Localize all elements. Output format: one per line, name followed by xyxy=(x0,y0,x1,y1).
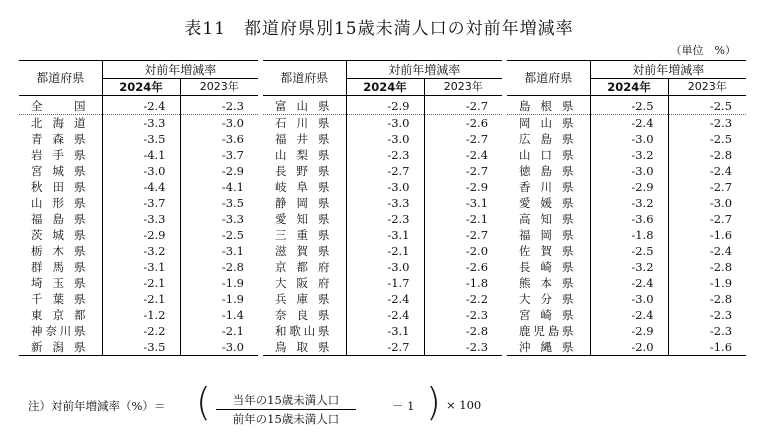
table-row xyxy=(19,96,746,115)
value-2024: -3.1 xyxy=(346,227,424,243)
value-2024: -2.4 xyxy=(590,115,668,132)
close-paren: ) xyxy=(426,380,441,424)
prefecture-name: 宮崎県 xyxy=(519,308,574,322)
value-2024: -2.0 xyxy=(590,339,668,356)
prefecture-name: 滋賀県 xyxy=(275,244,330,258)
prefecture-name: 大阪府 xyxy=(275,276,330,290)
table-row xyxy=(19,307,746,323)
value-2023: -1.4 xyxy=(180,307,258,323)
prefecture-name: 長野県 xyxy=(275,164,330,178)
value-2024: -3.1 xyxy=(346,323,424,339)
header-2023: 2023年 xyxy=(424,79,502,96)
value-2024: -3.0 xyxy=(590,131,668,147)
value-2024: -3.0 xyxy=(102,163,180,179)
value-2023: -2.6 xyxy=(424,259,502,275)
value-2024: -3.0 xyxy=(346,115,424,132)
header-prefecture: 都道府県 xyxy=(507,61,590,96)
value-2023: -4.1 xyxy=(180,179,258,195)
value-2024: -3.0 xyxy=(346,131,424,147)
prefecture-name: 香川県 xyxy=(519,180,574,194)
value-2023: -2.7 xyxy=(424,96,502,115)
value-2023: -2.5 xyxy=(668,131,746,147)
header-2024: 2024年 xyxy=(102,79,180,96)
value-2023: -2.3 xyxy=(424,307,502,323)
value-2023: -2.7 xyxy=(668,211,746,227)
value-2023: -1.6 xyxy=(668,339,746,356)
table-row xyxy=(19,179,746,195)
value-2024: -3.3 xyxy=(102,115,180,132)
value-2024: -2.1 xyxy=(346,243,424,259)
page-title: 表11 都道府県別15歳未満人口の対前年増減率 xyxy=(184,19,574,39)
value-2024: -2.7 xyxy=(346,163,424,179)
value-2023: -3.0 xyxy=(180,339,258,356)
value-2023: -2.6 xyxy=(424,115,502,132)
value-2023: -2.8 xyxy=(424,323,502,339)
table-row xyxy=(19,227,746,243)
header-growth-rate: 対前年増減率 xyxy=(102,61,258,79)
value-2024: -4.4 xyxy=(102,179,180,195)
value-2024: -3.2 xyxy=(590,259,668,275)
header-2024: 2024年 xyxy=(590,79,668,96)
prefecture-name: 青森県 xyxy=(31,132,86,146)
prefecture-name: 全国 xyxy=(19,96,102,115)
value-2024: -2.4 xyxy=(346,307,424,323)
value-2023: -1.9 xyxy=(668,275,746,291)
value-2023: -2.4 xyxy=(424,147,502,163)
growth-rate-table xyxy=(19,60,746,356)
prefecture-name: 三重県 xyxy=(275,228,330,242)
unit-label: （単位 %） xyxy=(670,44,736,57)
prefecture-name: 佐賀県 xyxy=(519,244,574,258)
prefecture-name: 愛知県 xyxy=(275,212,330,226)
value-2023: -3.5 xyxy=(180,195,258,211)
value-2023: -1.9 xyxy=(180,275,258,291)
prefecture-name: 宮城県 xyxy=(31,164,86,178)
value-2023: -2.8 xyxy=(180,259,258,275)
prefecture-name: 茨城県 xyxy=(31,228,86,242)
table-row xyxy=(19,339,746,356)
value-2024: -1.2 xyxy=(102,307,180,323)
value-2023: -1.6 xyxy=(668,227,746,243)
table-row xyxy=(19,323,746,339)
prefecture-name: 岡山県 xyxy=(519,116,574,130)
prefecture-name: 熊本県 xyxy=(519,276,574,290)
table-row xyxy=(19,211,746,227)
value-2024: -2.9 xyxy=(590,323,668,339)
value-2024: -3.0 xyxy=(590,291,668,307)
prefecture-name: 山口県 xyxy=(519,148,574,162)
value-2023: -2.8 xyxy=(668,291,746,307)
value-2023: -2.5 xyxy=(668,96,746,115)
value-2023: -2.3 xyxy=(668,323,746,339)
prefecture-name: 山梨県 xyxy=(275,148,330,162)
value-2023: -2.7 xyxy=(424,131,502,147)
prefecture-name: 奈良県 xyxy=(275,308,330,322)
value-2023: -2.8 xyxy=(668,259,746,275)
value-2024: -3.2 xyxy=(102,243,180,259)
value-2024: -2.4 xyxy=(346,291,424,307)
value-2023: -3.1 xyxy=(180,243,258,259)
value-2024: -2.4 xyxy=(590,307,668,323)
prefecture-name: 徳島県 xyxy=(519,164,574,178)
value-2024: -2.1 xyxy=(102,291,180,307)
value-2024: -2.1 xyxy=(102,275,180,291)
prefecture-name: 岐阜県 xyxy=(275,180,330,194)
value-2024: -2.3 xyxy=(346,147,424,163)
value-2023: -2.3 xyxy=(424,339,502,356)
prefecture-name: 和歌山県 xyxy=(275,324,330,338)
value-2024: -3.1 xyxy=(102,259,180,275)
table-row xyxy=(19,131,746,147)
value-2023: -2.7 xyxy=(668,179,746,195)
prefecture-name: 愛媛県 xyxy=(519,196,574,210)
value-2023: -2.4 xyxy=(668,163,746,179)
value-2023: -2.2 xyxy=(424,291,502,307)
value-2023: -3.0 xyxy=(180,115,258,132)
value-2023: -2.7 xyxy=(424,163,502,179)
header-2023: 2023年 xyxy=(180,79,258,96)
table-row xyxy=(19,147,746,163)
value-2023: -3.1 xyxy=(424,195,502,211)
value-2024: -3.6 xyxy=(590,211,668,227)
value-2024: -3.5 xyxy=(102,339,180,356)
open-paren: ( xyxy=(196,380,211,424)
fraction-numerator: 当年の15歳未満人口 xyxy=(216,392,356,410)
value-2024: -3.5 xyxy=(102,131,180,147)
prefecture-name: 群馬県 xyxy=(31,260,86,274)
prefecture-name: 長崎県 xyxy=(519,260,574,274)
value-2023: -3.6 xyxy=(180,131,258,147)
value-2023: -3.7 xyxy=(180,147,258,163)
value-2024: -2.2 xyxy=(102,323,180,339)
prefecture-name: 埼玉県 xyxy=(31,276,86,290)
prefecture-name: 千葉県 xyxy=(31,292,86,306)
header-prefecture: 都道府県 xyxy=(263,61,346,96)
value-2023: -2.1 xyxy=(424,211,502,227)
value-2024: -3.2 xyxy=(590,147,668,163)
prefecture-name: 石川県 xyxy=(275,116,330,130)
value-2023: -1.8 xyxy=(424,275,502,291)
prefecture-name: 神奈川県 xyxy=(31,324,86,338)
header-prefecture: 都道府県 xyxy=(19,61,102,96)
header-2024: 2024年 xyxy=(346,79,424,96)
table-row xyxy=(19,291,746,307)
table-row xyxy=(19,163,746,179)
prefecture-name: 島根県 xyxy=(507,96,590,115)
prefecture-name: 岩手県 xyxy=(31,148,86,162)
prefecture-name: 東京都 xyxy=(31,308,86,322)
prefecture-name: 静岡県 xyxy=(275,196,330,210)
table-row xyxy=(19,275,746,291)
value-2023: -1.9 xyxy=(180,291,258,307)
prefecture-name: 北海道 xyxy=(31,116,86,130)
value-2024: -2.5 xyxy=(590,243,668,259)
value-2024: -4.1 xyxy=(102,147,180,163)
prefecture-name: 富山県 xyxy=(263,96,346,115)
prefecture-name: 福井県 xyxy=(275,132,330,146)
header-growth-rate: 対前年増減率 xyxy=(346,61,502,79)
table-row xyxy=(19,259,746,275)
value-2023: -3.0 xyxy=(668,195,746,211)
value-2023: -2.3 xyxy=(180,96,258,115)
value-2024: -2.9 xyxy=(346,96,424,115)
times-100: × 100 xyxy=(446,398,482,412)
prefecture-name: 鹿児島県 xyxy=(519,324,574,338)
value-2024: -3.0 xyxy=(346,179,424,195)
fraction xyxy=(216,392,356,427)
value-2023: -2.8 xyxy=(668,147,746,163)
prefecture-name: 新潟県 xyxy=(19,339,102,356)
value-2024: -3.0 xyxy=(346,259,424,275)
value-2023: -2.7 xyxy=(424,227,502,243)
value-2023: -2.3 xyxy=(668,307,746,323)
value-2023: -2.9 xyxy=(180,163,258,179)
header-growth-rate: 対前年増減率 xyxy=(590,61,746,79)
value-2024: -2.3 xyxy=(346,211,424,227)
footnote-label: 注）対前年増減率（%）＝ xyxy=(28,399,166,413)
header-2023: 2023年 xyxy=(668,79,746,96)
value-2024: -2.4 xyxy=(590,275,668,291)
prefecture-name: 兵庫県 xyxy=(275,292,330,306)
value-2024: -2.4 xyxy=(102,96,180,115)
value-2024: -2.9 xyxy=(102,227,180,243)
value-2023: -3.3 xyxy=(180,211,258,227)
value-2024: -2.9 xyxy=(590,179,668,195)
prefecture-name: 秋田県 xyxy=(31,180,86,194)
prefecture-name: 栃木県 xyxy=(31,244,86,258)
value-2024: -3.7 xyxy=(102,195,180,211)
value-2023: -2.3 xyxy=(668,115,746,132)
fraction-denominator: 前年の15歳未満人口 xyxy=(232,412,340,426)
value-2024: -1.7 xyxy=(346,275,424,291)
value-2024: -3.2 xyxy=(590,195,668,211)
table-row xyxy=(19,195,746,211)
prefecture-name: 広島県 xyxy=(519,132,574,146)
prefecture-name: 大分県 xyxy=(519,292,574,306)
value-2023: -2.5 xyxy=(180,227,258,243)
value-2024: -2.7 xyxy=(346,339,424,356)
prefecture-name: 沖縄県 xyxy=(507,339,590,356)
prefecture-name: 京都府 xyxy=(275,260,330,274)
value-2023: -2.9 xyxy=(424,179,502,195)
prefecture-name: 高知県 xyxy=(519,212,574,226)
prefecture-name: 福岡県 xyxy=(519,228,574,242)
prefecture-name: 鳥取県 xyxy=(263,339,346,356)
value-2024: -1.8 xyxy=(590,227,668,243)
value-2024: -3.3 xyxy=(102,211,180,227)
value-2024: -3.3 xyxy=(346,195,424,211)
value-2024: -2.5 xyxy=(590,96,668,115)
value-2023: -2.1 xyxy=(180,323,258,339)
prefecture-name: 山形県 xyxy=(31,196,86,210)
prefecture-name: 福島県 xyxy=(31,212,86,226)
table-row xyxy=(19,115,746,132)
value-2024: -3.0 xyxy=(590,163,668,179)
value-2023: -2.0 xyxy=(424,243,502,259)
minus-one: － 1 xyxy=(392,399,415,413)
value-2023: -2.4 xyxy=(668,243,746,259)
table-row xyxy=(19,243,746,259)
